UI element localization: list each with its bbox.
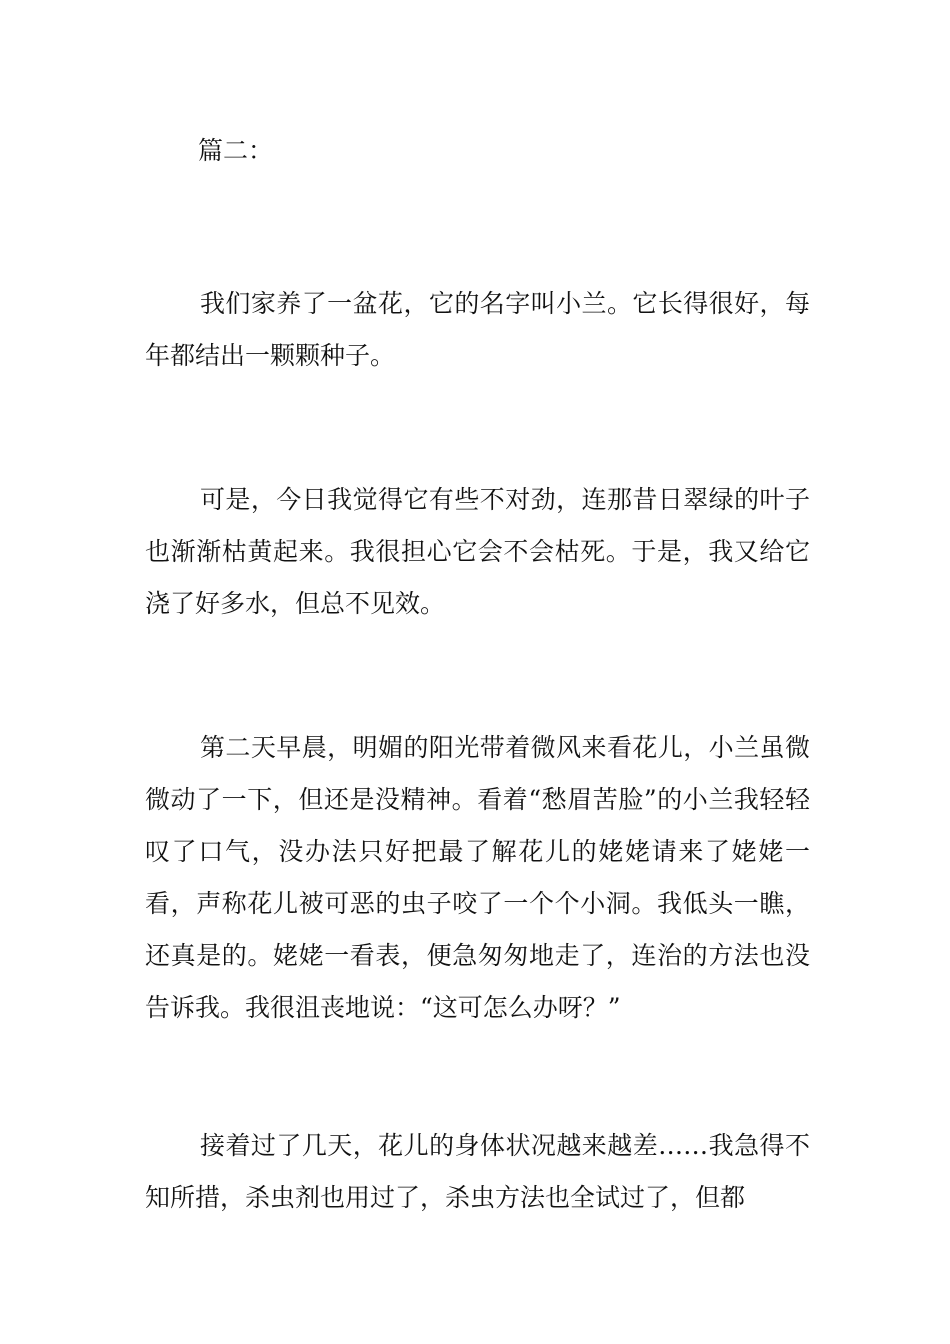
section-heading: 篇二： <box>198 136 274 165</box>
paragraph-2: 可是，今日我觉得它有些不对劲，连那昔日翠绿的叶子也渐渐枯黄起来。我很担心它会不会枯死。于是，我又给它浇了好多水，但总不见效。 <box>145 485 810 618</box>
paragraph-1: 我们家养了一盆花，它的名字叫小兰。它长得很好，每年都结出一颗颗种子。 <box>145 289 810 370</box>
paragraph-3: 第二天早晨，明媚的阳光带着微风来看花儿，小兰虽微微动了一下，但还是没精神。看着“愁眉苦脸”的小兰我轻轻叹了口气，没办法只好把最了解花儿的姥姥请来了姥姥一看，声称花儿被可恶的虫子咬了一个个小洞。我低头一瞧，还真是的。姥姥一看表，便急匆匆地走了，连治的方法也没告诉我。我很沮丧地说：“这可怎么办呀？” <box>145 733 810 1022</box>
paragraph-4: 接着过了几天，花儿的身体状况越来越差……我急得不知所措，杀虫剂也用过了，杀虫方法也全试过了，但都 <box>145 1131 810 1212</box>
